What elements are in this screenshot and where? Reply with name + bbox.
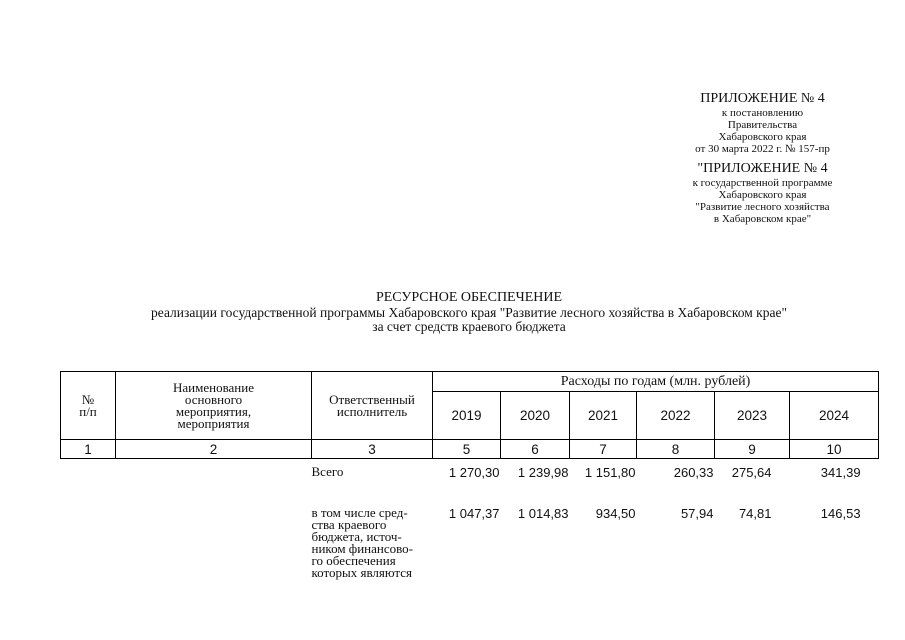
column-number: 10 [790,440,879,459]
header-executor: Ответственный исполнитель [312,372,433,440]
row-value: 275,64 [731,465,772,480]
appendix-line: к государственной программе [692,177,833,189]
appendix-header-resolution [655,91,870,155]
document-subtitle-funding: за счет средств краевого бюджета [372,319,566,334]
row-value: 74,81 [738,505,772,521]
row-value: 1 151,80 [584,465,636,480]
row-value: 1 239,98 [517,465,569,480]
column-number: 3 [312,440,433,459]
column-number: 5 [433,440,501,459]
appendix-line: Правительства [727,119,798,131]
row-value: 1 014,83 [517,505,569,521]
header-year: 2022 [637,392,715,440]
header-year: 2019 [433,392,501,440]
appendix-line: "Развитие лесного хозяйства [695,201,830,213]
resource-table [60,371,879,579]
appendix-title: ПРИЛОЖЕНИЕ № 4 [700,91,825,106]
header-year: 2021 [570,392,637,440]
header-year: 2024 [790,392,879,440]
appendix-line: к постановлению [721,107,804,119]
column-number: 1 [61,440,116,459]
header-number: № п/п [61,372,116,440]
appendix-title: "ПРИЛОЖЕНИЕ № 4 [697,161,828,176]
row-value: 934,50 [595,505,636,521]
row-label: Всего [311,464,344,479]
appendix-header-program [655,161,870,225]
row-label: в том числе сред- ства краевого бюджета, источ- ником финансово- го обеспечения которых являются [311,504,414,580]
column-number: 9 [715,440,790,459]
table-row [61,504,879,579]
column-number: 2 [116,440,312,459]
row-value: 57,94 [680,505,714,521]
column-number-row [61,440,879,459]
row-value: 1 047,37 [448,505,500,521]
column-number: 8 [637,440,715,459]
header-expenses: Расходы по годам (млн. рублей) [433,372,879,392]
column-number: 7 [570,440,637,459]
header-activity-name: Наименование основного мероприятия, мероприятия [116,372,312,440]
appendix-line: от 30 марта 2022 г. № 157-пр [695,143,830,155]
appendix-line: Хабаровского края [718,189,807,201]
row-value: 146,53 [820,505,861,521]
row-value: 260,33 [673,465,714,480]
document-subtitle: реализации государственной программы Хабаровского края "Развитие лесного хозяйства в Хабаровском крае" [151,305,787,320]
header-year: 2023 [715,392,790,440]
appendix-line: Хабаровского края [718,131,807,143]
document-title-block [60,289,878,334]
row-value: 1 270,30 [448,465,500,480]
row-value: 341,39 [820,465,861,480]
header-year: 2020 [501,392,570,440]
column-number: 6 [501,440,570,459]
table-row [61,459,879,504]
document-title: РЕСУРСНОЕ ОБЕСПЕЧЕНИЕ [375,290,563,305]
appendix-line: в Хабаровском крае" [713,213,812,225]
